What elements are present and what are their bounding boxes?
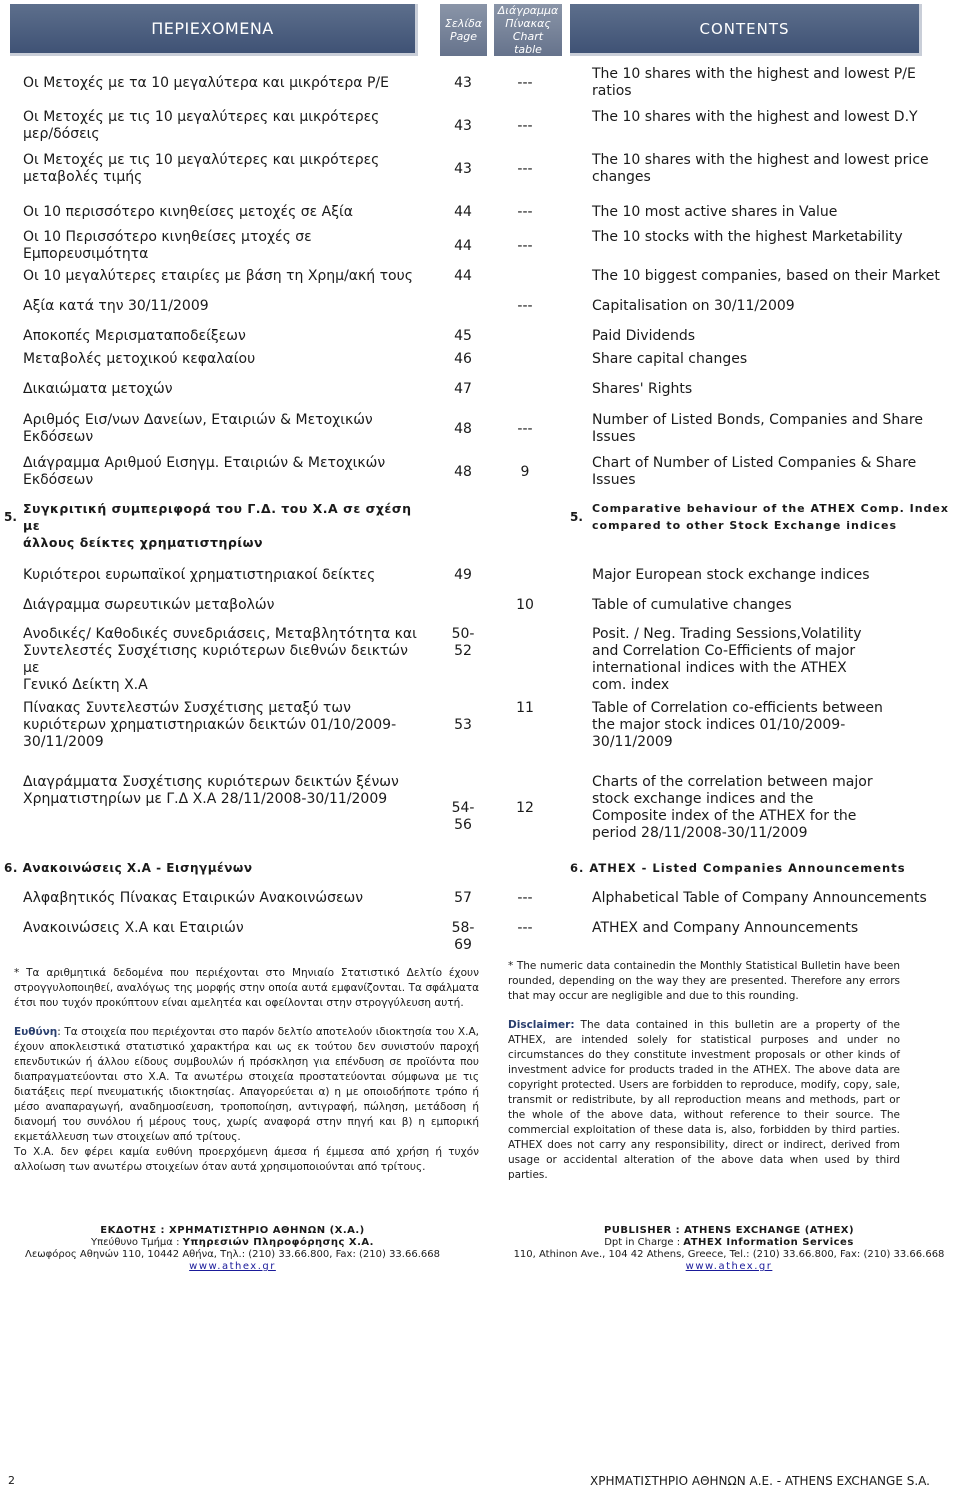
toc-title-en-line: 30/11/2009 [592, 734, 673, 750]
footnote-gr-disclaimer [14, 1025, 479, 1145]
toc-title-gr-line: Αριθμός Εισ/νων Δανείων, Εταιριών & Μετοχικών [23, 412, 373, 428]
section-6-label-en: ATHEX - Listed Companies Announcements [589, 861, 906, 875]
disclaimer-text-gr: : Τα στοιχεία που περιέχονται στο παρόν δελτίο αποτελούν ιδιοκτησία του Χ.Α, έχουν αποκλειστικά στατιστικό χαρακτήρα και ως εκ τούτου δεν συνιστούν παροχή επενδυτικών ή άλλου είδους συμβουλών ή πρόσκληση για επένδυση σε προϊόντα που διαπραγματεύονται στο Χ.Α. Τα ανωτέρω στοιχεία προστατεύονται σύμφωνα με τις διατάξεις περί πνευματικής ιδιοκτησίας. Απαγορεύεται α) η με οποιοδήποτε τρόπο ή μέσο αναπαραγωγή, αναδημοσίευση, τροποποίηση, αντιγραφή, πώληση, μετάδοση ή διανομή του συνόλου ή μέρους τους, χωρίς αναφορά στην πηγή και β) η εμπορική εκμετάλλευση των στοιχείων από τρίτους. [14, 1026, 479, 1143]
section-5-title-gr [23, 500, 433, 551]
toc-title-en [592, 455, 957, 489]
toc-title-gr-line: Συντελεστές Συσχέτισης κυριότερων διεθνών δεικτών με [23, 643, 408, 676]
section-5-number-gr: 5. [4, 510, 17, 524]
publisher-dept-gr [0, 1237, 465, 1249]
publisher-gr [0, 1225, 465, 1273]
toc-chart-number: 12 [516, 799, 534, 816]
toc-title-en-line: Share capital changes [592, 351, 748, 367]
toc-page-number: 44 [454, 268, 472, 284]
toc-page-number: 46 [454, 351, 472, 367]
publisher-dept-name-en: ATHEX Information Services [683, 1237, 854, 1248]
toc-page-number: 49 [454, 567, 472, 583]
toc-title-en-line: Shares' Rights [592, 381, 693, 397]
toc-title-gr-line: Αποκοπές Μερισματαποδείξεων [23, 328, 246, 344]
toc-title-en-line: com. index [592, 677, 670, 693]
toc-title-gr-line: Χρηματιστηρίων με Γ.Δ Χ.Α 28/11/2008-30/11/2009 [23, 791, 388, 807]
header-chart-gr2: Πίνακας [505, 17, 551, 30]
toc-page-number: 54-56 [451, 799, 475, 833]
toc-title-gr-line: Οι Μετοχές με τις 10 μεγαλύτερες και μικρότερες [23, 109, 380, 125]
toc-chart-number: --- [517, 920, 533, 936]
footnote-en-note: * The numeric data containedin the Monthly Statistical Bulletin have been rounded, depending on the way they are presented. Therefore any errors that may occur are negligible and due to this rounding. [508, 960, 900, 1002]
section-5-en-line: compared to other Stock Exchange indices [592, 519, 897, 532]
section-6-number-en: 6. [570, 861, 585, 875]
toc-title-gr [23, 455, 423, 489]
section-5-title-en [592, 500, 957, 534]
publisher-dept-name-gr: Υπηρεσιών Πληροφόρησης Χ.Α. [182, 1237, 374, 1248]
toc-page-number: 43 [454, 117, 472, 134]
toc-title-en-line: The 10 biggest companies, based on their Market [592, 268, 940, 284]
footnote-gr [14, 966, 479, 1175]
toc-chart-number: 9 [520, 463, 530, 480]
toc-title-en [592, 700, 957, 751]
footnote-en [508, 959, 900, 1183]
toc-title-en-line: ATHEX and Company Announcements [592, 920, 859, 936]
toc-title-en-line: Chart of Number of Listed Companies & Share [592, 455, 917, 471]
toc-title-en-line: Table of cumulative changes [592, 597, 792, 613]
toc-title-gr-line: Κυριότεροι ευρωπαϊκοί χρηματιστηριακοί δείκτες [23, 567, 376, 583]
toc-page-number: 43 [454, 74, 472, 91]
toc-title-en-line: Capitalisation on 30/11/2009 [592, 298, 795, 314]
toc-page-number: 43 [454, 160, 472, 177]
toc-title-en-line: Charts of the correlation between major [592, 774, 873, 790]
publisher-dept-prefix-en: Dpt in Charge : [604, 1237, 684, 1248]
toc-page-number: 47 [454, 381, 472, 397]
toc-title-en-line: Paid Dividends [592, 328, 696, 344]
toc-chart-number: --- [517, 298, 533, 314]
toc-title-gr-line: μερ/δόσεις [23, 126, 100, 142]
publisher-website-gr[interactable]: www.athex.gr [189, 1261, 276, 1272]
toc-title-gr-line: Διάγραμμα Αριθμού Εισηγμ. Εταιριών & Μετοχικών [23, 455, 386, 471]
toc-title-gr [23, 204, 423, 221]
publisher-dept-en [498, 1237, 960, 1249]
toc-chart-number: 11 [516, 700, 534, 716]
toc-title-gr [23, 381, 423, 398]
toc-title-gr-line: Εκδόσεων [23, 429, 94, 445]
toc-title-en-line: The 10 stocks with the highest Marketability [592, 229, 903, 245]
section-5-gr-line: Συγκριτική συμπεριφορά του Γ.Δ. του Χ.Α σε σχέση με [23, 501, 412, 533]
toc-title-gr-line: Μεταβολές μετοχικού κεφαλαίου [23, 351, 256, 367]
header-chart-en1: Chart [512, 30, 544, 43]
toc-page-number: 48 [454, 463, 472, 480]
toc-page-number: 58-69 [451, 920, 475, 953]
footnote-gr-note: * Τα αριθμητικά δεδομένα που περιέχονται στο Μηνιαίο Στατιστικό Δελτίο έχουν στρογγυλοποιηθεί, αναλόγως της μορφής στην οποία αυτά εμφανίζονται. Τα σφάλματα έτσι που τυχόν προκύπτουν είναι αμελητέα και οφείλονται στην στρογγύλευση αυτή. [14, 967, 479, 1009]
toc-title-en [592, 381, 957, 398]
toc-chart-number: --- [517, 160, 533, 177]
toc-page-number: 50-52 [451, 626, 475, 659]
toc-title-gr-line: Γενικό Δείκτη Χ.Α [23, 677, 148, 693]
toc-title-en [592, 204, 957, 221]
toc-title-en-line: The 10 most active shares in Value [592, 204, 838, 220]
toc-title-en [592, 268, 957, 285]
toc-chart-number: --- [517, 74, 533, 91]
toc-title-en [592, 328, 957, 345]
toc-title-gr-line: Διάγραμμα σωρευτικών μεταβολών [23, 597, 275, 613]
publisher-address-gr: Λεωφόρος Αθηνών 110, 10442 Αθήνα, Τηλ.: (210) 33.66.800, Fax: (210) 33.66.668 [25, 1249, 440, 1260]
toc-title-en [592, 351, 957, 368]
toc-title-gr [23, 567, 423, 584]
footer-company-name: ΧΡΗΜΑΤΙΣΤΗΡΙΟ ΑΘΗΝΩΝ Α.Ε. - ATHENS EXCHANGE S.A. [590, 1474, 930, 1488]
toc-title-en-line: The 10 shares with the highest and lowest P/E [592, 66, 916, 82]
toc-title-gr-line: μεταβολές τιμής [23, 169, 143, 185]
toc-title-gr [23, 152, 423, 186]
toc-title-gr-line: Διαγράμματα Συσχέτισης κυριότερων δεικτών ξένων [23, 774, 399, 790]
header-chart-gr1: Διάγραμμα [497, 4, 559, 17]
toc-title-gr-line: κυριότερων χρηματιστηριακών δεικτών 01/10/2009- [23, 717, 397, 733]
toc-chart-number: --- [517, 204, 533, 220]
toc-title-gr-line: Πίνακας Συντελεστών Συσχέτισης μεταξύ των [23, 700, 351, 716]
page-number: 2 [8, 1474, 15, 1487]
toc-title-en [592, 920, 957, 937]
toc-title-gr [23, 351, 423, 368]
toc-title-en-line: international indices with the ATHEX [592, 660, 847, 676]
toc-title-en [592, 298, 957, 315]
publisher-address-en: 110, Athinon Ave., 104 42 Athens, Greece, Tel.: (210) 33.66.800, Fax: (210) 33.66.668 [513, 1249, 945, 1260]
section-6-number-gr: 6. [4, 861, 18, 875]
toc-title-gr-line: Οι 10 μεγαλύτερες εταιρίες με βάση τη Χρημ/ακή τους [23, 268, 413, 284]
toc-page-number: 57 [454, 890, 472, 906]
disclaimer-label-en: Disclaimer: [508, 1019, 575, 1031]
toc-title-gr-line: 30/11/2009 [23, 734, 104, 750]
toc-title-en-line: Table of Correlation co-efficients between [592, 700, 883, 716]
section-5-number-en: 5. [570, 510, 583, 524]
toc-title-en [592, 152, 957, 186]
publisher-title-gr: ΕΚΔΟΤΗΣ : ΧΡΗΜΑΤΙΣΤΗΡΙΟ ΑΘΗΝΩΝ (Χ.Α.) [100, 1225, 365, 1236]
section-5-en-line: Comparative behaviour of the ATHEX Comp. Index [592, 502, 949, 515]
section-5-gr-line: άλλους δείκτες χρηματιστηρίων [23, 535, 264, 550]
toc-title-en [592, 412, 957, 446]
toc-title-en-line: changes [592, 169, 651, 185]
toc-title-gr [23, 109, 423, 143]
toc-title-en-line: Issues [592, 429, 636, 445]
toc-title-en-line: Composite index of the ATHEX for the [592, 808, 857, 824]
toc-title-en-line: Posit. / Neg. Trading Sessions,Volatility [592, 626, 862, 642]
toc-title-gr [23, 774, 423, 808]
toc-title-en [592, 890, 957, 907]
toc-title-en [592, 567, 957, 584]
footnote-gr-disclaimer-2: Το Χ.Α. δεν φέρει καμία ευθύνη προερχόμενη άμεσα ή έμμεσα από χρήση ή τυχόν αλλοίωση των ανωτέρω στοιχείων όταν αυτά χρησιμοποιούνται από τρίτους. [14, 1146, 479, 1173]
publisher-title-en: PUBLISHER : ATHENS EXCHANGE (ATHEX) [603, 1225, 855, 1236]
toc-page-number: 44 [454, 237, 472, 254]
toc-title-en-line: ratios [592, 83, 632, 99]
toc-chart-number: 10 [516, 597, 534, 613]
toc-title-gr-line: Οι Μετοχές με τις 10 μεγαλύτερες και μικρότερες [23, 152, 380, 168]
toc-title-en [592, 774, 957, 842]
toc-title-gr [23, 298, 423, 315]
toc-title-gr [23, 626, 423, 694]
toc-title-en-line: period 28/11/2008-30/11/2009 [592, 825, 808, 841]
toc-title-en-line: The 10 shares with the highest and lowest D.Y [592, 109, 918, 125]
toc-title-en [592, 66, 957, 100]
toc-title-en [592, 109, 957, 126]
toc-page-number: 48 [454, 420, 472, 437]
toc-title-gr-line: Αλφαβητικός Πίνακας Εταιρικών Ανακοινώσεων [23, 890, 364, 906]
toc-title-gr-line: Οι 10 περισσότερο κινηθείσες μετοχές σε Αξία [23, 204, 353, 220]
disclaimer-text-en: The data contained in this bulletin are a property of the ATHEX, are intended solely for statistical purposes and under no circumstances do they constitute investment proposals or other kinds of investment advice for products traded in the ATHEX. The above data are copyright protected. Users are forbidden to reproduce, modify, copy, sale, transmit or redistribute, by all reproduction means and methods, part or the whole of the above data, without reference to their source. The commercial exploitation of these data is, also, forbidden by third parties. ATHEX does not carry any responsibility, direct or indirect, derived from usage or accidental alteration of the above data when used by third parties. [508, 1019, 900, 1181]
toc-title-gr-line: Ανοδικές/ Καθοδικές συνεδριάσεις, Μεταβλητότητα και [23, 626, 417, 642]
toc-title-en [592, 626, 957, 694]
footnote-en-disclaimer [508, 1018, 900, 1183]
toc-title-gr [23, 920, 423, 937]
toc-title-gr-line: Ανακοινώσεις Χ.Α και Εταιριών [23, 920, 244, 936]
header-page-gr: Σελίδα [444, 17, 483, 30]
toc-page-number: 44 [454, 204, 472, 220]
toc-title-en [592, 229, 957, 246]
toc-title-gr [23, 75, 423, 92]
toc-title-gr-line: Αξία κατά την 30/11/2009 [23, 298, 209, 314]
toc-title-gr-line: Οι Μετοχές με τα 10 μεγαλύτερα και μικρότερα P/E [23, 74, 389, 91]
header-page-en: Page [449, 30, 478, 43]
section-6-title-gr [4, 860, 253, 877]
toc-title-gr-line: Οι 10 Περισσότερο κινηθείσες μτοχές σε [23, 229, 312, 245]
toc-title-gr [23, 328, 423, 345]
section-6-title-en [570, 860, 906, 877]
publisher-en [498, 1225, 960, 1273]
header-greek-contents: ΠΕΡΙΕΧΟΜΕΝΑ [10, 4, 418, 56]
toc-title-gr-line: Εμπορευσιμότητα [23, 246, 149, 262]
publisher-website-en[interactable]: www.athex.gr [685, 1261, 773, 1272]
toc-title-gr [23, 268, 423, 285]
header-chart-en2: table [514, 43, 542, 56]
toc-title-gr-line: Εκδόσεων [23, 472, 94, 488]
toc-title-gr [23, 700, 423, 751]
toc-title-en [592, 597, 957, 614]
toc-title-en-line: Issues [592, 472, 636, 488]
toc-title-gr [23, 229, 423, 263]
toc-chart-number: --- [517, 237, 533, 254]
toc-chart-number: --- [517, 890, 533, 906]
toc-title-en-line: The 10 shares with the highest and lowest price [592, 152, 929, 168]
section-6-label-gr: Ανακοινώσεις Χ.Α - Εισηγμένων [22, 861, 253, 875]
toc-page-number: 53 [454, 717, 472, 733]
toc-chart-number: --- [517, 117, 533, 134]
header-english-contents: CONTENTS [570, 4, 922, 56]
toc-title-en-line: and Correlation Co-Efficients of major [592, 643, 856, 659]
toc-page-number: 45 [454, 328, 472, 344]
toc-title-en-line: stock exchange indices and the [592, 791, 814, 807]
toc-title-gr [23, 412, 423, 446]
toc-title-en-line: Alphabetical Table of Company Announcements [592, 890, 927, 906]
toc-title-en-line: Major European stock exchange indices [592, 567, 870, 583]
header-page-column [440, 4, 487, 56]
toc-title-gr [23, 890, 423, 907]
header-chart-column [494, 4, 562, 56]
toc-title-en-line: the major stock indices 01/10/2009- [592, 717, 846, 733]
publisher-dept-prefix-gr: Υπεύθυνο Τμήμα : [91, 1237, 183, 1248]
toc-chart-number: --- [517, 420, 533, 437]
toc-title-gr-line: Δικαιώματα μετοχών [23, 381, 173, 397]
toc-title-en-line: Number of Listed Bonds, Companies and Share [592, 412, 923, 428]
disclaimer-label-gr: Ευθύνη [14, 1026, 58, 1038]
toc-title-gr [23, 597, 423, 614]
